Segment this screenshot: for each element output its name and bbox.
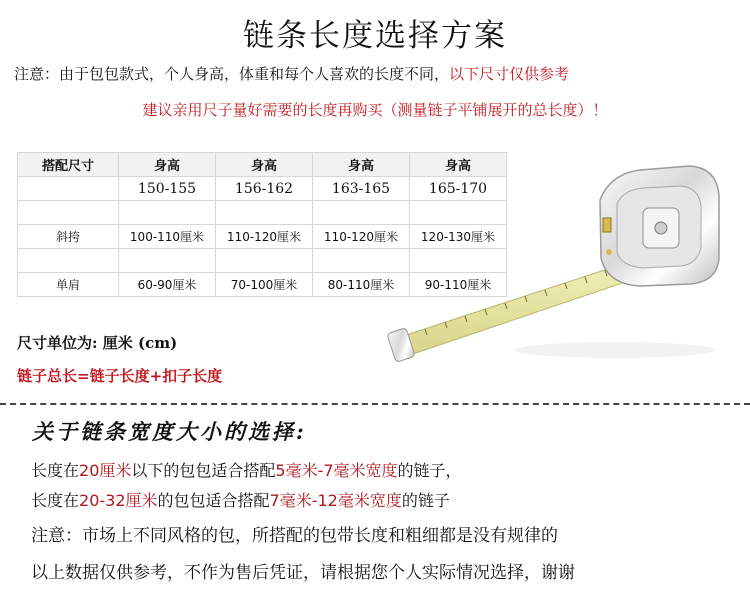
table-cell: 60-90厘米 — [119, 273, 216, 297]
rule-text: 长度在 — [31, 491, 80, 510]
rule-highlight: 20-32厘米 — [79, 491, 158, 510]
table-col-header: 身高 — [410, 153, 507, 177]
disclaimer-line-1: 注意：市场上不同风格的包，所搭配的包带长度和粗细都是没有规律的 — [31, 526, 558, 546]
notice-highlight: 以下尺寸仅供参考 — [449, 65, 570, 83]
notice-line-2: 建议亲用尺子量好需要的长度再购买（测量链子平铺展开的总长度）！ — [142, 101, 608, 119]
rule-text: 长度在 — [31, 461, 80, 480]
unit-note: 尺寸单位为: 厘米 (cm) — [17, 334, 178, 352]
table-cell-height: 163-165 — [313, 177, 410, 201]
width-rule-2 — [31, 488, 450, 511]
tape-measure-icon — [385, 160, 725, 370]
rule-highlight: 7毫米-12毫米宽度 — [269, 491, 402, 510]
rule-text: 的链子， — [397, 461, 462, 480]
table-row-label: 斜挎 — [18, 225, 119, 249]
table-cell-height: 150-155 — [119, 177, 216, 201]
table-row-label: 单肩 — [18, 273, 119, 297]
notice-line-1 — [14, 63, 569, 84]
table-col-header: 身高 — [313, 153, 410, 177]
table-cell: 100-110厘米 — [119, 225, 216, 249]
rule-text: 的包包适合搭配 — [157, 491, 270, 510]
table-cell: 110-120厘米 — [216, 225, 313, 249]
table-cell-height: 156-162 — [216, 177, 313, 201]
table-cell: 70-100厘米 — [216, 273, 313, 297]
table-cell: 90-110厘米 — [410, 273, 507, 297]
table-col-header: 身高 — [119, 153, 216, 177]
total-length-note: 链子总长=链子长度+扣子长度 — [17, 367, 223, 385]
section-title: 关于链条宽度大小的选择: — [32, 419, 307, 444]
table-col-header: 身高 — [216, 153, 313, 177]
rule-highlight: 20厘米 — [79, 461, 132, 480]
table-cell: 120-130厘米 — [410, 225, 507, 249]
rule-text: 以下的包包适合搭配 — [131, 461, 276, 480]
table-cell-empty — [18, 177, 119, 201]
rule-text: 的链子 — [401, 491, 450, 510]
rule-highlight: 5毫米-7毫米宽度 — [275, 461, 398, 480]
notice-text: 注意：由于包包款式，个人身高，体重和每个人喜欢的长度不同， — [14, 65, 450, 83]
disclaimer-line-2: 以上数据仅供参考，不作为售后凭证，请根据您个人实际情况选择，谢谢 — [31, 563, 575, 583]
section-divider — [0, 403, 750, 405]
page-title: 链条长度选择方案 — [243, 18, 507, 54]
table-cell: 80-110厘米 — [313, 273, 410, 297]
width-rule-1 — [31, 458, 462, 481]
table-cell-height: 165-170 — [410, 177, 507, 201]
table-header-label: 搭配尺寸 — [18, 153, 119, 177]
table-cell: 110-120厘米 — [313, 225, 410, 249]
